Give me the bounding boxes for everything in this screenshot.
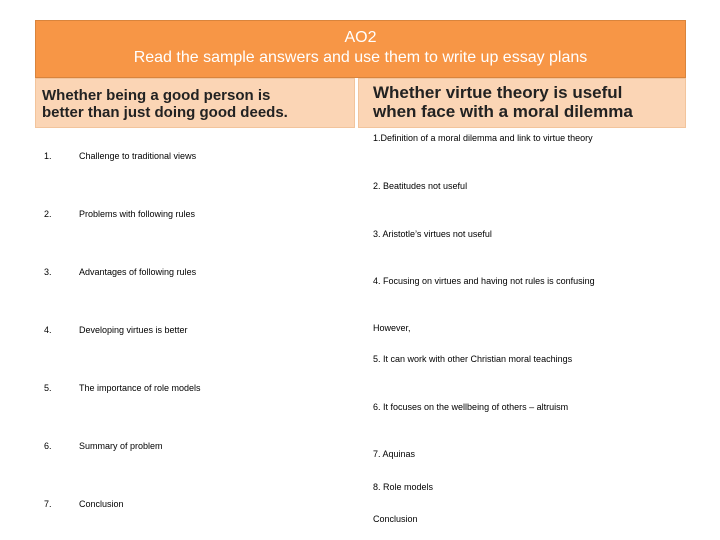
right-item: 2. Beatitudes not useful [373, 181, 468, 191]
left-item-number: 7. [44, 499, 52, 509]
left-item-text: Challenge to traditional views [79, 151, 197, 161]
left-item-number: 4. [44, 325, 52, 335]
left-item-text: Conclusion [79, 499, 124, 509]
header-title: AO2 [344, 29, 377, 46]
header-banner [35, 20, 686, 78]
right-topic-box [358, 78, 686, 128]
left-item-text: Problems with following rules [79, 209, 196, 219]
right-item: 8. Role models [373, 482, 434, 492]
right-item: 7. Aquinas [373, 449, 416, 459]
left-item-text: Advantages of following rules [79, 267, 197, 277]
left-item-number: 2. [44, 209, 52, 219]
left-topic-box [35, 78, 355, 128]
right-item: However, [373, 323, 411, 333]
left-item-text: The importance of role models [79, 383, 201, 393]
right-item: Conclusion [373, 514, 418, 524]
right-item: 6. It focuses on the wellbeing of others – altruism [373, 402, 569, 412]
right-item: 4. Focusing on virtues and having not rules is confusing [373, 276, 595, 286]
left-topic-line-2: better than just doing good deeds. [42, 104, 288, 121]
left-item-number: 1. [44, 151, 52, 161]
right-item: 3. Aristotle’s virtues not useful [373, 229, 492, 239]
left-item-number: 5. [44, 383, 52, 393]
left-topic-line-1: Whether being a good person is [42, 87, 271, 104]
right-item: 5. It can work with other Christian moral teachings [373, 354, 573, 364]
left-item-text: Summary of problem [79, 441, 163, 451]
header-subtitle: Read the sample answers and use them to write up essay plans [133, 49, 588, 66]
right-item: 1.Definition of a moral dilemma and link to virtue theory [373, 133, 593, 143]
left-item-number: 6. [44, 441, 52, 451]
left-item-text: Developing virtues is better [79, 325, 188, 335]
right-topic-line-1: Whether virtue theory is useful [373, 83, 623, 102]
left-item-number: 3. [44, 267, 52, 277]
right-topic-line-2: when face with a moral dilemma [373, 102, 633, 121]
